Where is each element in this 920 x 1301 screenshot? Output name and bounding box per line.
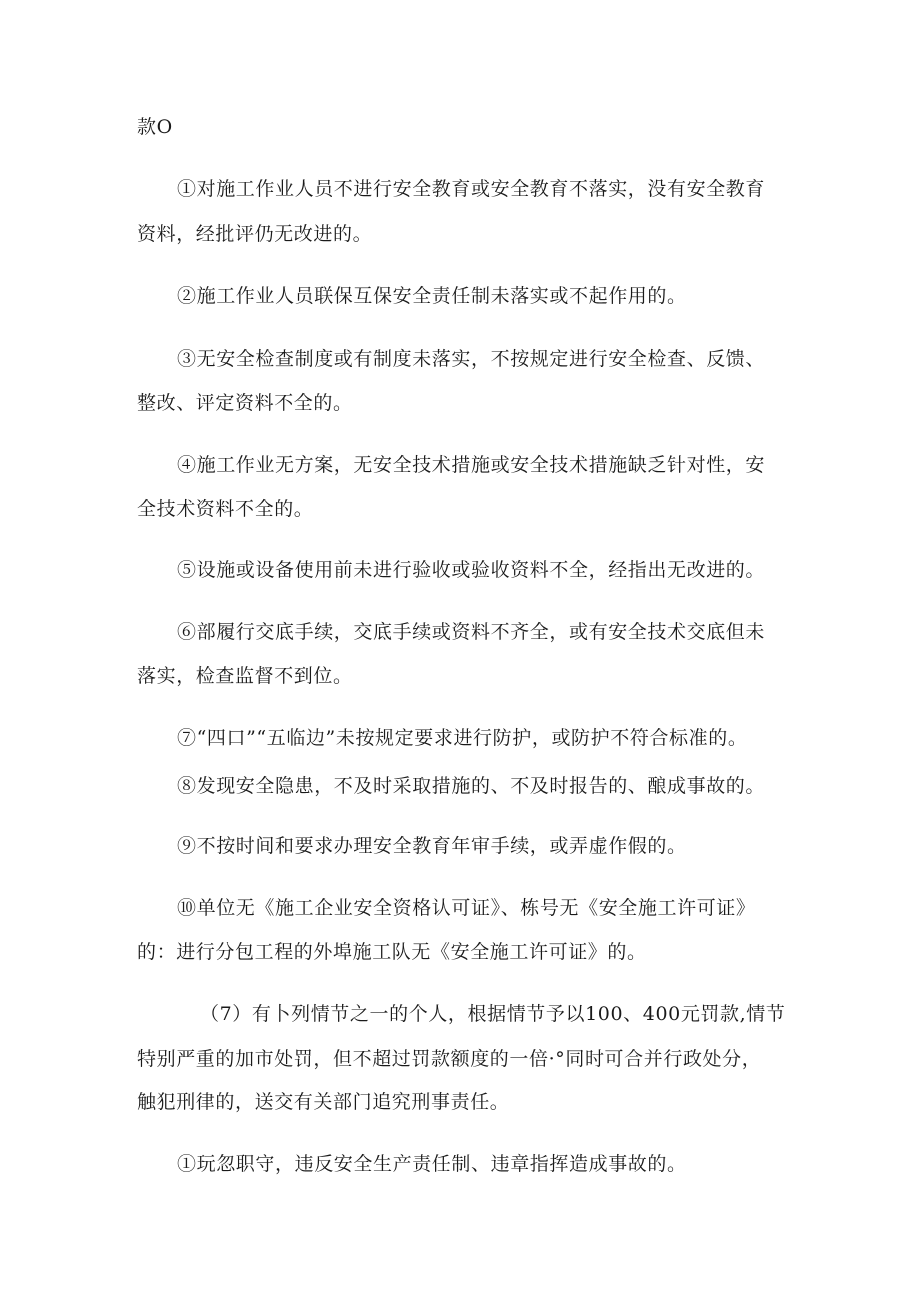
text-line-section-7-item-1: ①玩忽职守，违反安全生产责任制、违章指挥造成事故的。	[177, 1153, 687, 1175]
text-line-item-8: ⑧发现安全隐患，不及时采取措施的、不及时报告的、酿成事故的。	[177, 775, 766, 797]
text-line-item-1-cont: 资料，经批评仍无改进的。	[137, 223, 373, 245]
text-line-section-7-cont-1: 特别严重的加市处罚，但不超过罚款额度的一倍·°同时可合并行政处分，	[137, 1048, 762, 1070]
text-line-item-6: ⑥部履行交底手续，交底手续或资料不齐全，或有安全技术交底但未	[177, 621, 766, 643]
text-line-item-3: ③无安全检查制度或有制度未落实，不按规定进行安全检查、反馈、	[177, 348, 766, 370]
text-line-section-7: （7）有卜列情节之一的个人，根据情节予以100、400元罚款,情节	[200, 1003, 786, 1025]
text-line-item-1: ①对施工作业人员不进行安全教育或安全教育不落实，没有安全教育	[177, 178, 766, 200]
text-line-item-4-cont: 全技术资料不全的。	[137, 498, 314, 520]
text-line-fragment: 款O	[137, 116, 173, 138]
text-line-item-5: ⑤设施或设备使用前未进行验收或验收资料不全，经指出无改进的。	[177, 559, 766, 581]
text-line-item-10-cont: 的：进行分包工程的外埠施工队无《安全施工许可证》的。	[137, 941, 647, 963]
text-line-item-2: ②施工作业人员联保互保安全责任制未落实或不起作用的。	[177, 285, 687, 307]
text-line-section-7-cont-2: 触犯刑律的，送交有关部门追究刑事责任。	[137, 1091, 510, 1113]
text-line-item-3-cont: 整改、评定资料不全的。	[137, 392, 353, 414]
text-line-item-4: ④施工作业无方案，无安全技术措施或安全技术措施缺乏针对性，安	[177, 454, 766, 476]
text-line-item-9: ⑨不按时间和要求办理安全教育年审手续，或弄虚作假的。	[177, 835, 687, 857]
text-line-item-7: ⑦“四口”“五临边”未按规定要求进行防护，或防护不符合标准的。	[177, 727, 748, 749]
text-line-item-6-cont: 落实，检查监督不到位。	[137, 665, 353, 687]
text-line-item-10: ⑩单位无《施工企业安全资格认可证》、栋号无《安全施工许可证》	[177, 897, 756, 919]
